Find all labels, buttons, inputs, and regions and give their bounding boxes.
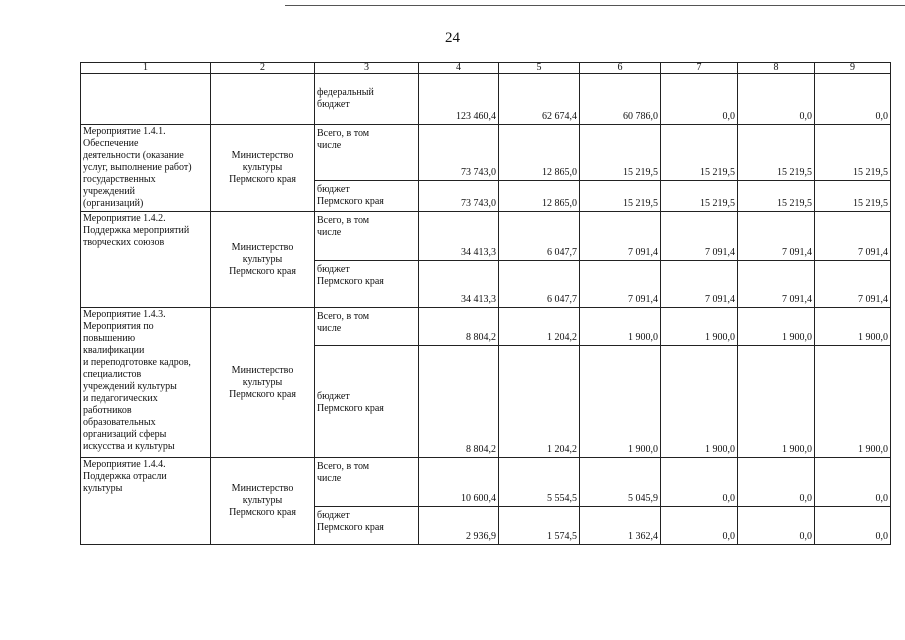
value-cell: 8 804,2: [419, 346, 499, 458]
value-cell: 73 743,0: [419, 181, 499, 212]
executor-cell: Министерство культуры Пермского края: [211, 308, 315, 458]
page-number: 24: [445, 30, 460, 46]
value-cell: 1 900,0: [738, 346, 815, 458]
value-cell: 1 900,0: [815, 346, 891, 458]
value-cell: 8 804,2: [419, 308, 499, 346]
value-cell: 73 743,0: [419, 125, 499, 181]
value-cell: 15 219,5: [815, 125, 891, 181]
value-cell: 10 600,4: [419, 458, 499, 507]
column-header: 9: [815, 63, 891, 74]
value-cell: 7 091,4: [661, 212, 738, 261]
value-cell: 0,0: [661, 458, 738, 507]
value-cell: 6 047,7: [499, 212, 580, 261]
value-cell: 7 091,4: [738, 212, 815, 261]
value-cell: 15 219,5: [738, 125, 815, 181]
top-rule: [285, 5, 905, 6]
value-cell: 5 045,9: [580, 458, 661, 507]
value-cell: 7 091,4: [661, 261, 738, 308]
table-row-total: [81, 125, 891, 181]
activity-name-cell: Мероприятие 1.4.3. Мероприятия по повышению квалификации и переподготовке кадров, специалистов учреждений культуры и педагогических работников образовательных организаций сферы искусства и культуры: [81, 308, 211, 458]
value-cell: 15 219,5: [661, 125, 738, 181]
value-cell: 62 674,4: [499, 74, 580, 125]
funding-source-cell: бюджет Пермского края: [315, 181, 419, 212]
activity-name-cell: Мероприятие 1.4.2. Поддержка мероприятий творческих союзов: [81, 212, 211, 308]
value-cell: 0,0: [738, 458, 815, 507]
column-header: 2: [211, 63, 315, 74]
column-header: 6: [580, 63, 661, 74]
table-row-total: [81, 458, 891, 507]
value-cell: 12 865,0: [499, 181, 580, 212]
value-cell: 6 047,7: [499, 261, 580, 308]
value-cell: 15 219,5: [661, 181, 738, 212]
activity-name-cell: [81, 74, 211, 125]
value-cell: 1 900,0: [661, 346, 738, 458]
value-cell: 1 574,5: [499, 507, 580, 545]
funding-source-cell: Всего, в том числе: [315, 125, 419, 181]
table-row-total: [81, 212, 891, 261]
value-cell: 15 219,5: [580, 125, 661, 181]
value-cell: 0,0: [738, 74, 815, 125]
value-cell: 7 091,4: [815, 261, 891, 308]
value-cell: 1 204,2: [499, 346, 580, 458]
value-cell: 1 900,0: [580, 308, 661, 346]
column-header: 1: [81, 63, 211, 74]
value-cell: 7 091,4: [580, 212, 661, 261]
value-cell: 7 091,4: [580, 261, 661, 308]
value-cell: 0,0: [815, 458, 891, 507]
activity-name-cell: Мероприятие 1.4.4. Поддержка отрасли культуры: [81, 458, 211, 545]
value-cell: 7 091,4: [738, 261, 815, 308]
value-cell: 15 219,5: [738, 181, 815, 212]
value-cell: 0,0: [738, 507, 815, 545]
funding-source-cell: бюджет Пермского края: [315, 507, 419, 545]
value-cell: 60 786,0: [580, 74, 661, 125]
value-cell: 1 362,4: [580, 507, 661, 545]
funding-source-cell: Всего, в том числе: [315, 458, 419, 507]
value-cell: 0,0: [661, 74, 738, 125]
column-header: 5: [499, 63, 580, 74]
executor-cell: [211, 74, 315, 125]
value-cell: 12 865,0: [499, 125, 580, 181]
value-cell: 15 219,5: [580, 181, 661, 212]
value-cell: 15 219,5: [815, 181, 891, 212]
value-cell: 1 900,0: [580, 346, 661, 458]
column-header: 7: [661, 63, 738, 74]
value-cell: 1 204,2: [499, 308, 580, 346]
column-header: 8: [738, 63, 815, 74]
value-cell: 5 554,5: [499, 458, 580, 507]
funding-source-cell: Всего, в том числе: [315, 308, 419, 346]
table-row-federal-budget: [81, 74, 891, 125]
executor-cell: Министерство культуры Пермского края: [211, 458, 315, 545]
table-row-total: [81, 308, 891, 346]
value-cell: 123 460,4: [419, 74, 499, 125]
column-header: 4: [419, 63, 499, 74]
funding-source-cell: федеральный бюджет: [315, 74, 419, 125]
value-cell: 7 091,4: [815, 212, 891, 261]
value-cell: 1 900,0: [815, 308, 891, 346]
activity-name-cell: Мероприятие 1.4.1. Обеспечение деятельности (оказание услуг, выполнение работ) государственных учреждений (организаций): [81, 125, 211, 212]
value-cell: 0,0: [661, 507, 738, 545]
funding-source-cell: Всего, в том числе: [315, 212, 419, 261]
column-number-row: [81, 63, 891, 74]
value-cell: 2 936,9: [419, 507, 499, 545]
value-cell: 1 900,0: [738, 308, 815, 346]
funding-source-cell: бюджет Пермского края: [315, 346, 419, 458]
value-cell: 34 413,3: [419, 261, 499, 308]
column-header: 3: [315, 63, 419, 74]
value-cell: 0,0: [815, 507, 891, 545]
executor-cell: Министерство культуры Пермского края: [211, 212, 315, 308]
executor-cell: Министерство культуры Пермского края: [211, 125, 315, 212]
funding-source-cell: бюджет Пермского края: [315, 261, 419, 308]
budget-table: [80, 62, 891, 545]
value-cell: 0,0: [815, 74, 891, 125]
value-cell: 34 413,3: [419, 212, 499, 261]
value-cell: 1 900,0: [661, 308, 738, 346]
